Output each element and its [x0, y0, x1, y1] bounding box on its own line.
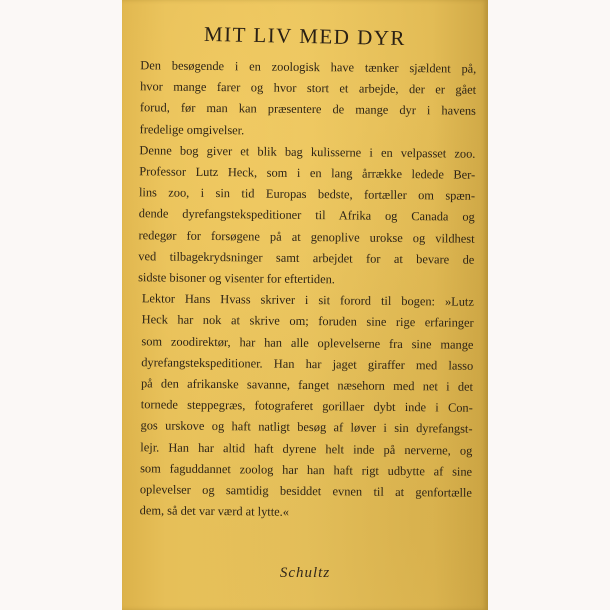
publisher-name: Schultz	[279, 565, 331, 581]
text-line: fredelige omgivelser.	[139, 121, 245, 137]
blurb-text	[136, 55, 477, 525]
book-back-cover	[122, 0, 488, 610]
text-line: ved tilbagekrydsninger samt arbejdet for at bevare de	[138, 249, 475, 267]
paragraph-intro	[140, 55, 477, 143]
text-line: Lektor Hans Hvass skriver i sit forord til bogen: »Lutz	[141, 291, 474, 309]
text-line: tornede steppegræs, fotograferet gorillaer dybt inde i Con-	[140, 397, 473, 416]
text-line: på den afrikanske savanne, fanget næsehorn med net i det	[140, 376, 474, 394]
text-line: lejr. Han har altid haft dyrene helt inde på nerverne, og	[140, 439, 473, 458]
text-line: hvor mange farer og hvor stort et arbejde, der er gået	[140, 79, 477, 97]
text-line: Professor Lutz Heck, som i en lang årrække ledede Ber-	[139, 164, 476, 182]
text-line: gos urskove og haft natligt besøg af løver i sin dyrefangst-	[140, 418, 473, 437]
text-line: forud, før man kan præsentere de mange dyr i havens	[139, 100, 476, 119]
paragraph-quote	[140, 289, 474, 526]
text-line: dyrefangstekspeditioner. Han har jaget giraffer med lasso	[141, 355, 474, 373]
text-line: dem, så det var værd at lytte.«	[139, 503, 290, 520]
text-line: Heck har nok at skrive om; foruden sine rige erfaringer	[141, 312, 474, 331]
text-line: redegør for forsøgene på at genoplive urokse og vildhest	[138, 227, 475, 246]
text-line: Denne bog giver et blik bag kulisserne i en velpasset zoo.	[139, 143, 476, 161]
text-line: dende dyrefangstekspeditioner til Afrika og Canada og	[138, 206, 475, 225]
book-title: MIT LIV MED DYR	[203, 21, 407, 51]
paragraph-description	[138, 140, 476, 292]
text-line: Den besøgende i en zoologisk have tænker sjældent på,	[140, 58, 477, 76]
text-line: som faguddannet zoolog har han haft rigt udbytte af sine	[140, 461, 473, 479]
text-line: lins zoo, i sin tid Europas bedste, fortæller om spæn-	[138, 185, 476, 203]
text-line: som zoodirektør, har han alle oplevelserne fra sine mange	[141, 333, 474, 352]
text-line: oplevelser og samtidig besiddet evnen til at genfortælle	[139, 482, 472, 500]
text-line: sidste bisoner og visenter for eftertiden.	[138, 270, 336, 287]
